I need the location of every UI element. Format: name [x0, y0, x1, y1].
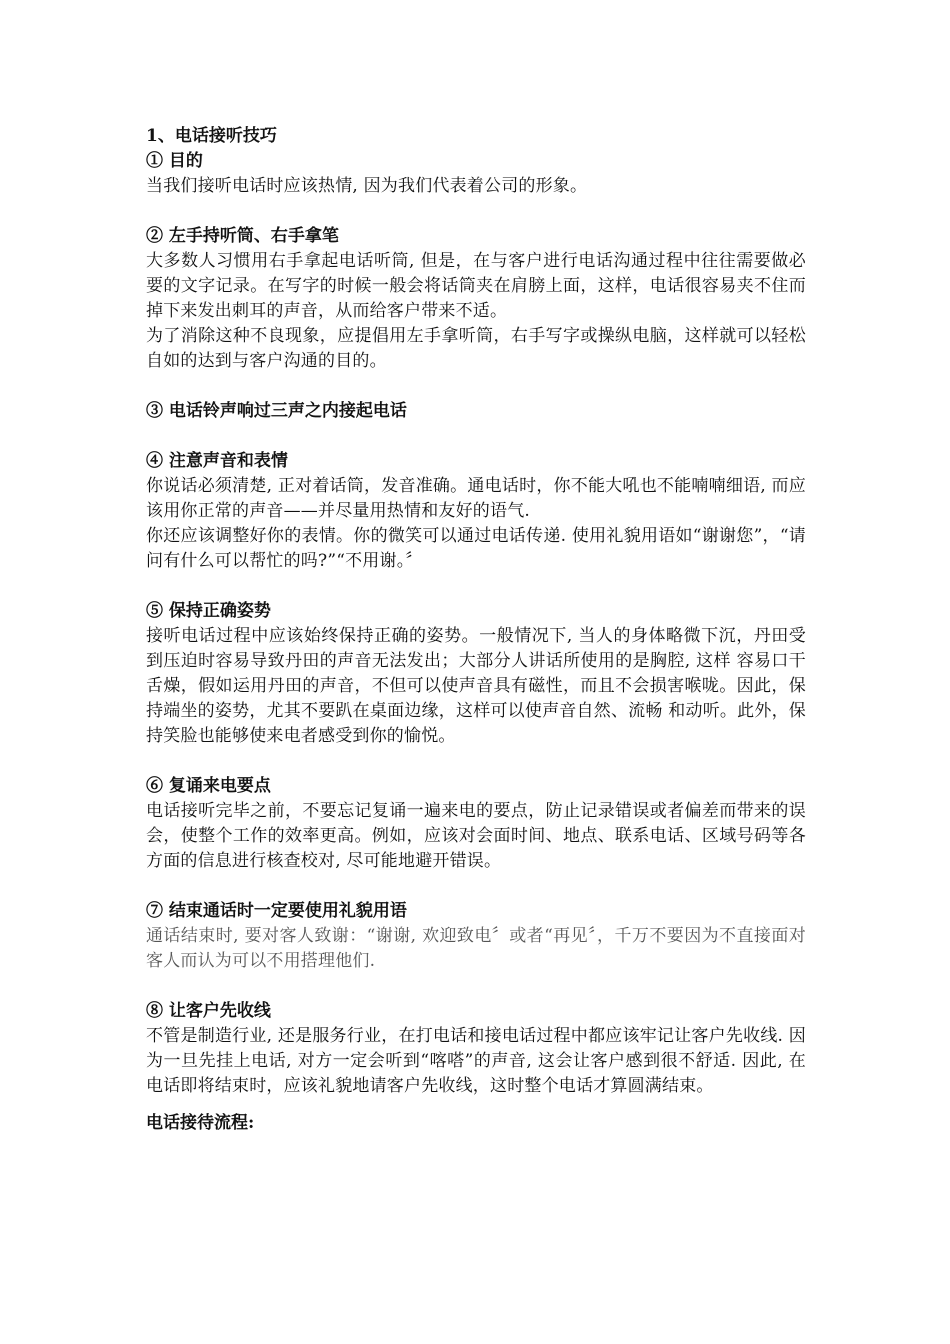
section-heading: ④ 注意声音和表情: [146, 451, 288, 471]
section-heading: ② 左手持听筒、右手拿笔: [146, 226, 339, 246]
section-paragraph: 为了消除这种不良现象，应提倡用左手拿听筒，右手写字或操纵电脑，这样就可以轻松自如的达到与客户沟通的目的。: [146, 326, 806, 371]
section-paragraph: 通话结束时, 要对客人致谢：“谢谢, 欢迎致电〞或者“再见〞，千万不要因为不直接面对客人而认为可以不用搭理他们.: [146, 926, 806, 971]
section-paragraph: 接听电话过程中应该始终保持正确的姿势。一般情况下, 当人的身体略微下沉，丹田受到压迫时容易导致丹田的声音无法发出；大部分人讲话所使用的是胸腔, 这样 容易口干舌燥，假如运用丹田的声音，不但可以使声音具有磁性，而且不会损害喉咙。因此，保持端坐的姿势，尤其不要趴在桌面边缘，这样可以使声音自然、流畅 和动听。此外，保持笑脸也能够使来电者感受到你的愉悦。: [146, 626, 806, 746]
section-voice-and-expression: [146, 449, 806, 574]
section-heading: ① 目的: [146, 151, 203, 171]
section-heading: ⑤ 保持正确姿势: [146, 601, 271, 621]
section-heading: ⑦ 结束通话时一定要使用礼貌用语: [146, 901, 407, 921]
footer-heading: 电话接待流程:: [146, 1113, 255, 1133]
section-repeat-key-points: [146, 774, 806, 874]
section-paragraph: 你还应该调整好你的表情。你的微笑可以通过电话传递. 使用礼貌用语如“谢谢您”，“请问有什么可以帮忙的吗?”“不用谢。〞: [146, 526, 806, 571]
section-purpose: [146, 149, 806, 199]
section-paragraph: 大多数人习惯用右手拿起电话听筒, 但是，在与客户进行电话沟通过程中往往需要做必要的文字记录。在写字的时候一般会将话筒夹在肩膀上面，这样，电话很容易夹不住而掉下来发出刺耳的声音，从而给客户带来不适。: [146, 251, 806, 321]
section-paragraph: 电话接听完毕之前，不要忘记复诵一遍来电的要点，防止记录错误或者偏差而带来的误会，使整个工作的效率更高。例如，应该对会面时间、地点、联系电话、区域号码等各方面的信息进行核查校对, 尽可能地避开错误。: [146, 801, 806, 871]
section-customer-hangs-up-first: [146, 999, 806, 1099]
section-paragraph: 当我们接听电话时应该热情, 因为我们代表着公司的形象。: [146, 176, 588, 196]
section-left-hand-receiver: [146, 224, 806, 374]
section-polite-ending: [146, 899, 806, 974]
document-page: [146, 124, 806, 1136]
section-paragraph: 不管是制造行业, 还是服务行业，在打电话和接电话过程中都应该牢记让客户先收线. 因为一旦先挂上电话, 对方一定会听到“喀嗒”的声音, 这会让客户感到很不舒适. 因此, 在电话即将结束时，应该礼貌地请客户先收线，这时整个电话才算圆满结束。: [146, 1026, 806, 1096]
section-heading: ③ 电话铃声响过三声之内接起电话: [146, 401, 407, 421]
section-answer-within-three-rings: [146, 399, 806, 424]
document-title: 1、电话接听技巧: [146, 126, 277, 146]
section-heading: ⑧ 让客户先收线: [146, 1001, 271, 1021]
section-correct-posture: [146, 599, 806, 749]
section-paragraph: 你说话必须清楚, 正对着话筒，发音准确。通电话时，你不能大吼也不能喃喃细语, 而应该用你正常的声音——并尽量用热情和友好的语气.: [146, 476, 806, 521]
section-heading: ⑥ 复诵来电要点: [146, 776, 271, 796]
